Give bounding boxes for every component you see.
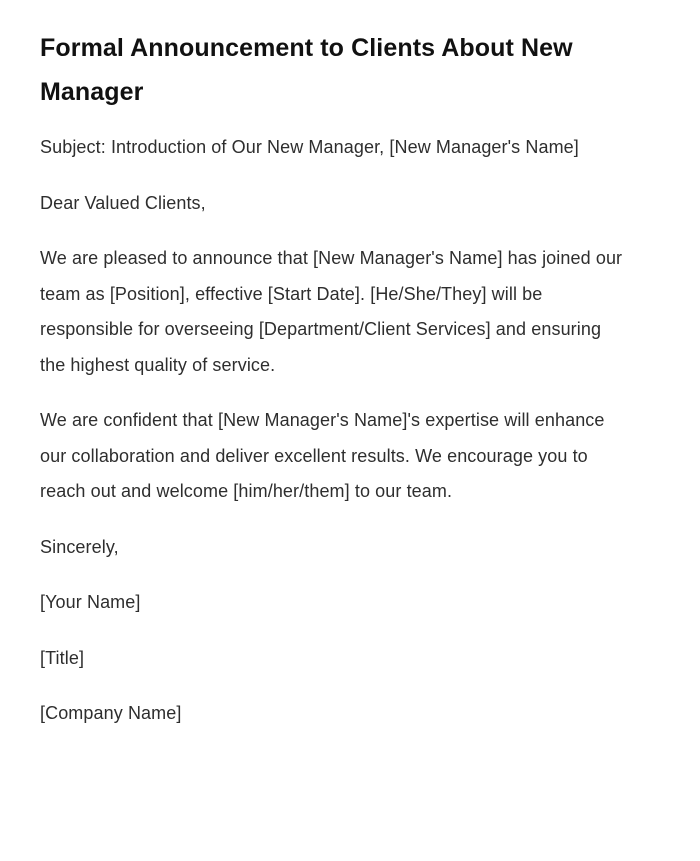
letter-paragraph: [Your Name] <box>40 592 141 612</box>
letter-body <box>40 130 660 732</box>
letter-paragraph: Dear Valued Clients, <box>40 192 206 213</box>
letter-paragraph: [Title] <box>40 647 85 668</box>
letter-paragraph: [Company Name] <box>40 703 182 723</box>
letter-paragraph: Sincerely, <box>40 536 119 557</box>
letter-paragraph: Subject: Introduction of Our New Manager, [New Manager's Name] <box>40 137 579 157</box>
letter-paragraph: We are pleased to announce that [New Manager's Name] has joined our team as [Position], effective [Start Date]. [He/She/They] will be responsible for overseeing [Department/Client Services] and ensuring the highest quality of service. <box>40 248 623 375</box>
page-title: Formal Announcement to Clients About New Manager <box>40 34 573 106</box>
letter-paragraph: We are confident that [New Manager's Name]'s expertise will enhance our collaboration and deliver excellent results. We encourage you to reach out and welcome [him/her/them] to our team. <box>40 410 605 501</box>
